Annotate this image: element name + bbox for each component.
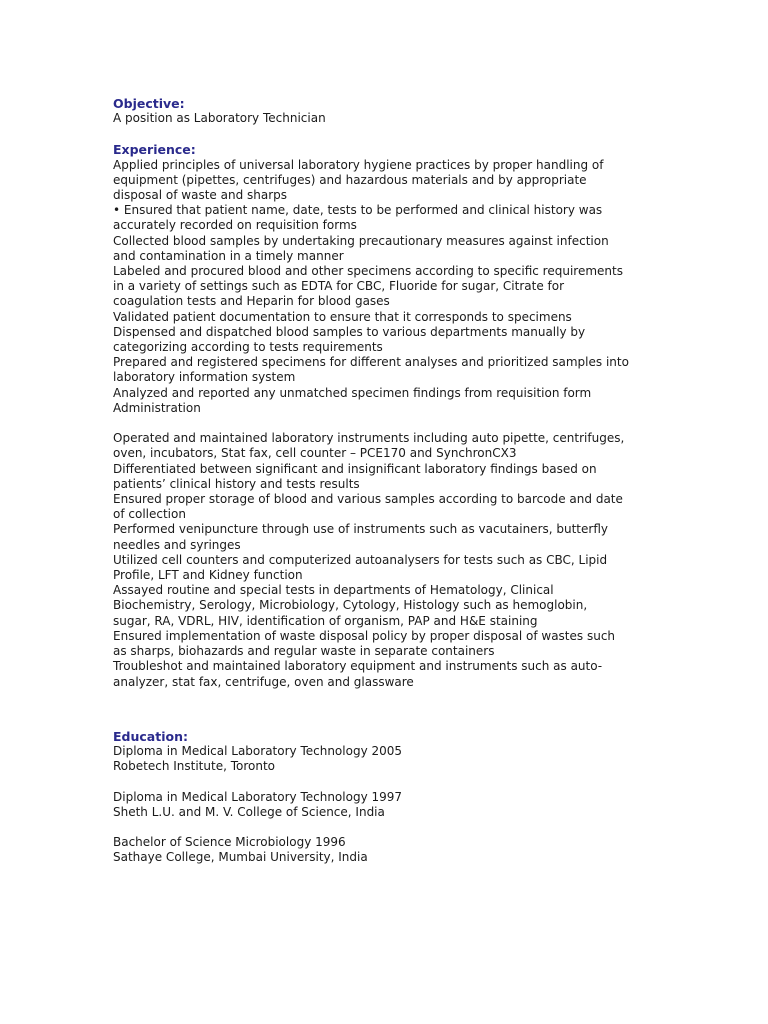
education-entry	[113, 835, 673, 865]
experience-line: Validated patient documentation to ensure that it corresponds to specimens	[113, 309, 572, 324]
education-school: Sathaye College, Mumbai University, India	[113, 850, 368, 865]
experience-line: Administration	[113, 400, 201, 415]
experience-line: Analyzed and reported any unmatched specimen findings from requisition form	[113, 385, 592, 400]
experience-block-a	[113, 158, 673, 416]
experience-line: analyzer, stat fax, centrifuge, oven and glassware	[113, 674, 414, 689]
experience-line: Dispensed and dispatched blood samples to various departments manually by	[113, 324, 586, 339]
experience-line: Collected blood samples by undertaking precautionary measures against infection	[113, 233, 609, 248]
education-heading: Education:	[113, 728, 188, 744]
experience-line: Troubleshot and maintained laboratory equipment and instruments such as auto-	[113, 659, 603, 674]
experience-line: Ensured implementation of waste disposal policy by proper disposal of wastes such	[113, 628, 616, 643]
experience-line: of collection	[113, 507, 186, 522]
experience-line: Profile, LFT and Kidney function	[113, 568, 303, 583]
education-degree: Diploma in Medical Laboratory Technology 2005	[113, 743, 403, 758]
experience-line: Differentiated between significant and insignificant laboratory findings based on	[113, 461, 597, 476]
experience-line: Performed venipuncture through use of instruments such as vacutainers, butterfly	[113, 522, 608, 537]
experience-line: needles and syringes	[113, 537, 241, 552]
experience-line: Applied principles of universal laboratory hygiene practices by proper handling of	[113, 157, 604, 172]
experience-line: as sharps, biohazards and regular waste in separate containers	[113, 644, 495, 659]
education-entry	[113, 744, 673, 774]
objective-text: A position as Laboratory Technician	[113, 111, 326, 126]
experience-line: sugar, RA, VDRL, HIV, identification of organism, PAP and H&E staining	[113, 613, 538, 628]
experience-line: Prepared and registered specimens for different analyses and prioritized samples into	[113, 355, 629, 370]
experience-line: Ensured proper storage of blood and various samples according to barcode and date	[113, 492, 623, 507]
experience-line: coagulation tests and Heparin for blood gases	[113, 294, 390, 309]
experience-line: Assayed routine and special tests in departments of Hematology, Clinical	[113, 583, 554, 598]
experience-line: in a variety of settings such as EDTA for CBC, Fluoride for sugar, Citrate for	[113, 279, 565, 294]
education-school: Robetech Institute, Toronto	[113, 759, 276, 774]
experience-line: Utilized cell counters and computerized autoanalysers for tests such as CBC, Lipid	[113, 552, 608, 567]
experience-line: categorizing according to tests requirements	[113, 340, 383, 355]
experience-line: and contamination in a timely manner	[113, 248, 344, 263]
experience-line: disposal of waste and sharps	[113, 188, 288, 203]
experience-line: oven, incubators, Stat fax, cell counter – PCE170 and SynchronCX3	[113, 446, 517, 461]
experience-line: laboratory information system	[113, 370, 296, 385]
experience-line: Labeled and procured blood and other specimens according to specific requirements	[113, 264, 623, 279]
objective-heading: Objective:	[113, 96, 185, 111]
experience-line: Biochemistry, Serology, Microbiology, Cytology, Histology such as hemoglobin,	[113, 598, 588, 613]
experience-block-b	[113, 431, 673, 689]
experience-line: • Ensured that patient name, date, tests to be performed and clinical history was	[113, 203, 603, 218]
education-school: Sheth L.U. and M. V. College of Science, India	[113, 804, 385, 819]
experience-line: patients’ clinical history and tests results	[113, 476, 360, 491]
experience-line: accurately recorded on requisition forms	[113, 218, 357, 233]
experience-line: equipment (pipettes, centrifuges) and hazardous materials and by appropriate	[113, 172, 587, 187]
education-degree: Diploma in Medical Laboratory Technology 1997	[113, 789, 403, 804]
education-degree: Bachelor of Science Microbiology 1996	[113, 835, 346, 850]
experience-heading: Experience:	[113, 142, 196, 158]
experience-line: Operated and maintained laboratory instruments including auto pipette, centrifuges,	[113, 431, 625, 446]
resume-document	[113, 96, 673, 866]
education-entry	[113, 790, 673, 820]
